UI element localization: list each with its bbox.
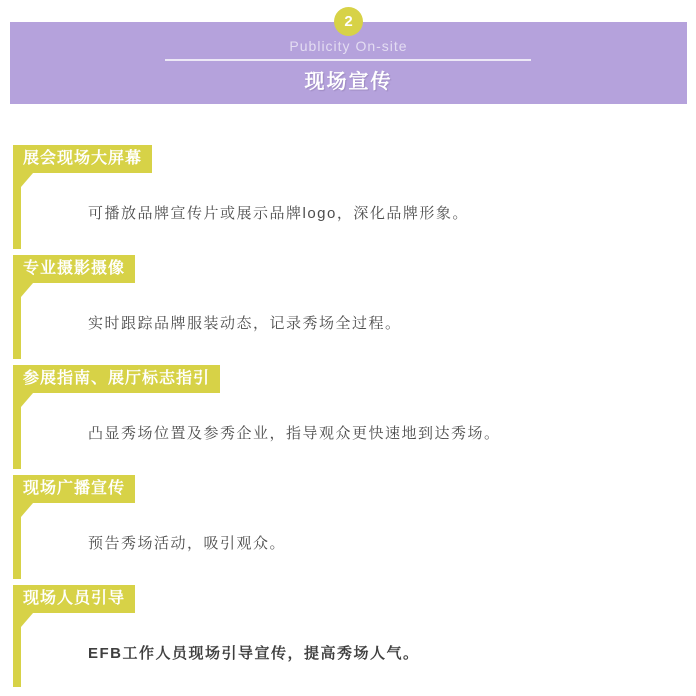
step-number-badge: 2 — [334, 7, 363, 36]
section-description: 实时跟踪品牌服装动态，记录秀场全过程。 — [88, 315, 402, 332]
ribbon-stripe — [13, 613, 21, 687]
section-item — [0, 585, 696, 695]
ribbon-stripe — [13, 393, 21, 469]
section-description: 凸显秀场位置及参秀企业，指导观众更快速地到达秀场。 — [88, 425, 501, 442]
section-item — [0, 365, 696, 475]
ribbon-fold — [21, 283, 33, 297]
section-description: 预告秀场活动，吸引观众。 — [88, 535, 287, 552]
section-label: 现场人员引导 — [13, 585, 135, 613]
ribbon-fold — [21, 173, 33, 187]
header-subtitle-en: Publicity On-site — [289, 38, 408, 54]
page-title: 现场宣传 — [304, 71, 393, 93]
ribbon-stripe — [13, 283, 21, 359]
section-label: 展会现场大屏幕 — [13, 145, 152, 173]
ribbon-fold — [21, 613, 33, 627]
section-item — [0, 255, 696, 365]
ribbon-fold — [21, 503, 33, 517]
section-description: 可播放品牌宣传片或展示品牌logo，深化品牌形象。 — [88, 205, 469, 222]
section-label: 参展指南、展厅标志指引 — [13, 365, 220, 393]
section-item — [0, 145, 696, 255]
section-label: 专业摄影摄像 — [13, 255, 135, 283]
ribbon-stripe — [13, 503, 21, 579]
header-divider — [165, 59, 531, 61]
section-label: 现场广播宣传 — [13, 475, 135, 503]
ribbon-stripe — [13, 173, 21, 249]
section-item — [0, 475, 696, 585]
ribbon-fold — [21, 393, 33, 407]
section-description: EFB工作人员现场引导宣传，提高秀场人气。 — [88, 645, 420, 662]
